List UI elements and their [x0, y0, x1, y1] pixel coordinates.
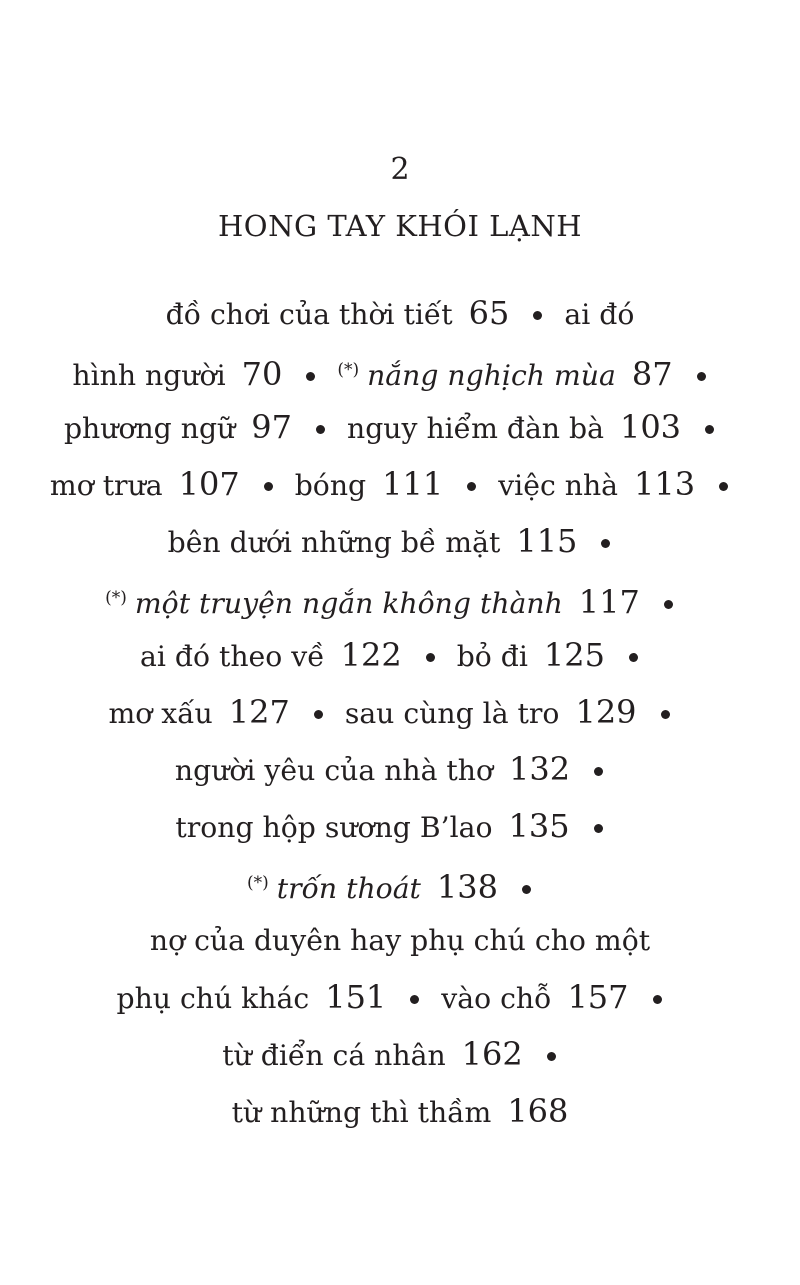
toc-entry-title: bóng	[294, 469, 367, 502]
toc-entry[interactable]	[105, 583, 640, 621]
toc-page-number: 107	[178, 465, 240, 503]
toc-line	[0, 399, 800, 456]
toc-line	[0, 1083, 800, 1140]
toc-page-number: 168	[507, 1092, 569, 1130]
toc-entry[interactable]	[49, 465, 240, 503]
toc-line	[0, 798, 800, 855]
toc-line	[0, 456, 800, 513]
part-title: HONG TAY KHÓI LẠNH	[218, 209, 582, 243]
bullet-separator-icon	[697, 372, 706, 381]
toc-entry-title: một truyện ngắn không thành	[134, 587, 563, 620]
toc-entry-title: nợ của duyên hay phụ chú cho một	[149, 924, 651, 957]
bullet-separator-icon	[264, 482, 273, 491]
toc-entry[interactable]	[139, 636, 402, 674]
toc-entry[interactable]	[165, 294, 510, 332]
toc-entry-title: trốn thoát	[276, 872, 421, 905]
toc-entry-title: sau cùng là tro	[344, 697, 560, 730]
toc-entry-title: việc nhà	[498, 469, 619, 502]
toc-page-number: 111	[382, 465, 444, 503]
toc-page-number: 97	[251, 408, 292, 446]
toc-entry-title: trong hộp sương B’lao	[175, 811, 493, 844]
bullet-separator-icon	[410, 995, 419, 1004]
toc-entry[interactable]	[441, 978, 629, 1016]
toc-line	[0, 285, 800, 342]
toc-entry[interactable]	[116, 978, 387, 1016]
bullet-separator-icon	[664, 600, 673, 609]
toc-entry-title: nguy hiểm đàn bà	[346, 412, 604, 445]
toc-entry[interactable]	[456, 636, 605, 674]
toc-entry[interactable]	[344, 693, 637, 731]
new-piece-marker: (*)	[105, 588, 127, 608]
bullet-separator-icon	[467, 482, 476, 491]
toc-page-number: 138	[436, 868, 498, 906]
toc-page-number: 127	[228, 693, 290, 731]
toc-entry[interactable]	[337, 355, 673, 393]
toc-entry[interactable]	[294, 465, 444, 503]
toc-entry-title: nắng nghịch mùa	[367, 359, 616, 392]
bullet-separator-icon	[661, 710, 670, 719]
toc-entry-title: bỏ đi	[456, 640, 528, 673]
bullet-separator-icon	[314, 710, 323, 719]
toc-page-number: 157	[567, 978, 629, 1016]
toc-line	[0, 741, 800, 798]
toc-line	[0, 342, 800, 399]
toc-page-number: 129	[575, 693, 637, 731]
toc-entry-title: bên dưới những bề mặt	[167, 526, 501, 559]
toc-page-number: 132	[509, 750, 571, 788]
bullet-separator-icon	[522, 885, 531, 894]
toc-entry-title: từ những thì thầm	[231, 1096, 492, 1129]
toc-entry-title: ai đó theo về	[139, 640, 325, 673]
toc-page-number: 162	[461, 1035, 523, 1073]
toc-entry[interactable]	[564, 298, 634, 331]
toc-entry[interactable]	[231, 1092, 569, 1130]
bullet-separator-icon	[306, 372, 315, 381]
toc-entry[interactable]	[498, 465, 696, 503]
toc-entry[interactable]	[174, 750, 571, 788]
toc-line	[0, 855, 800, 912]
toc-page-number: 70	[241, 355, 283, 393]
toc-page-number: 65	[468, 294, 510, 332]
toc-page-number: 151	[325, 978, 387, 1016]
toc-entry[interactable]	[175, 807, 570, 845]
bullet-separator-icon	[705, 425, 714, 434]
toc-entry[interactable]	[346, 408, 682, 446]
toc-page-number: 87	[631, 355, 673, 393]
toc-line	[0, 912, 800, 969]
toc-entry-title: mơ trưa	[49, 469, 163, 502]
toc-line	[0, 570, 800, 627]
toc-entry-title: hình người	[72, 359, 226, 392]
new-piece-marker: (*)	[247, 873, 269, 893]
bullet-separator-icon	[601, 539, 610, 548]
bullet-separator-icon	[594, 767, 603, 776]
toc-entry-title: vào chỗ	[441, 982, 552, 1015]
toc-entry-title: phương ngữ	[63, 412, 236, 445]
toc-entry[interactable]	[167, 522, 578, 560]
bullet-separator-icon	[426, 653, 435, 662]
toc-entry[interactable]	[222, 1035, 523, 1073]
toc-entry-title: người yêu của nhà thơ	[174, 754, 494, 787]
toc-entry-title: đồ chơi của thời tiết	[165, 298, 453, 331]
toc-page-number: 122	[340, 636, 402, 674]
toc-page-number: 113	[634, 465, 696, 503]
bullet-separator-icon	[629, 653, 638, 662]
bullet-separator-icon	[316, 425, 325, 434]
bullet-separator-icon	[547, 1052, 556, 1061]
bullet-separator-icon	[533, 311, 542, 320]
toc-line	[0, 684, 800, 741]
toc-entry[interactable]	[72, 355, 283, 393]
part-number: 2	[390, 152, 410, 187]
toc-page-number: 103	[619, 408, 682, 446]
new-piece-marker: (*)	[337, 360, 360, 380]
toc-line	[0, 1026, 800, 1083]
toc-page-number: 117	[578, 583, 640, 621]
toc-entry[interactable]	[108, 693, 290, 731]
toc-page-number: 125	[543, 636, 605, 674]
toc-entry[interactable]	[247, 868, 498, 906]
toc-entry-title: từ điển cá nhân	[222, 1039, 446, 1072]
bullet-separator-icon	[719, 482, 728, 491]
toc-entry[interactable]	[63, 408, 292, 446]
toc-line	[0, 627, 800, 684]
bullet-separator-icon	[594, 824, 603, 833]
bullet-separator-icon	[653, 995, 662, 1004]
toc-entry-title: phụ chú khác	[116, 982, 310, 1015]
toc-page-number: 115	[516, 522, 578, 560]
toc-line	[0, 969, 800, 1026]
toc-line	[0, 513, 800, 570]
table-of-contents	[0, 285, 800, 1140]
toc-entry-title: ai đó	[564, 298, 635, 331]
toc-entry[interactable]	[150, 924, 650, 957]
toc-entry-title: mơ xấu	[108, 697, 213, 730]
toc-page-number: 135	[508, 807, 570, 845]
